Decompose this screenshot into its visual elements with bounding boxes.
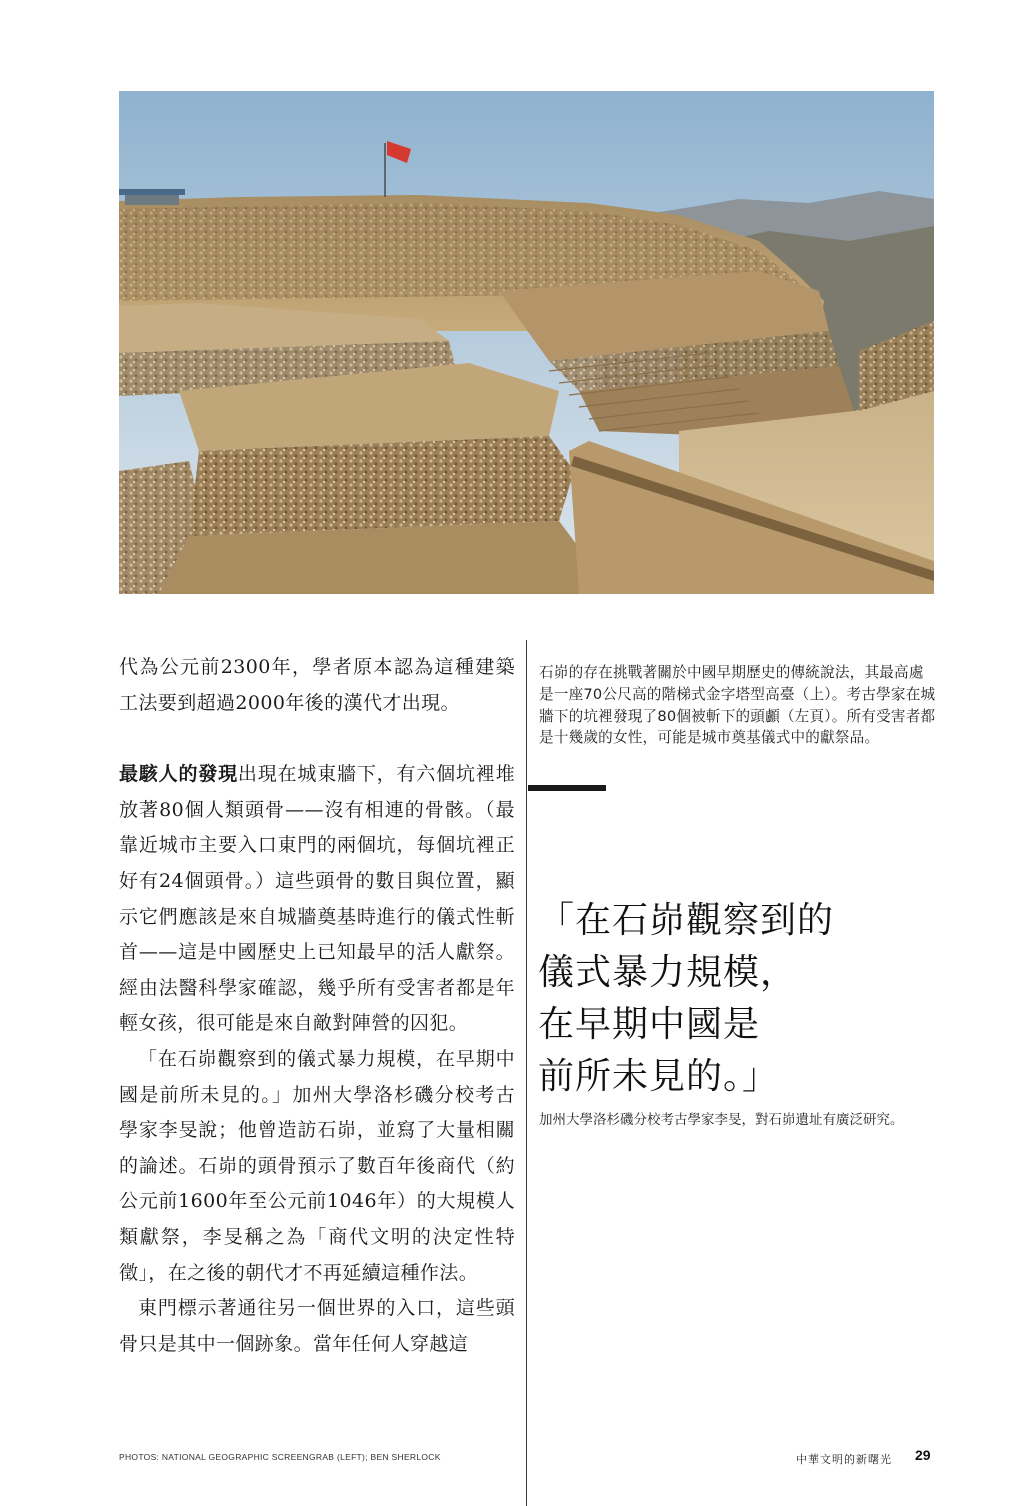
article-paragraph-3: 「在石峁觀察到的儀式暴力規模，在早期中國是前所未見的。」加州大學洛杉磯分校考古學家李旻說；他曾造訪石峁，並寫了大量相關的論述。石峁的頭骨預示了數百年後商代（約公元前1600年至公元前1046年）的大規模人類獻祭，李旻稱之為「商代文明的決定性特徵」，在之後的朝代才不再延續這種作法。 (119, 1047, 515, 1284)
pull-quote-line: 前所未見的。」 (538, 1056, 780, 1097)
page-number: 29 (915, 1447, 931, 1463)
article-body (119, 650, 515, 1362)
photo-credits: PHOTOS: NATIONAL GEOGRAPHIC SCREENGRAB (LEFT); BEN SHERLOCK (119, 1452, 441, 1462)
article-paragraph-1: 代為公元前2300年，學者原本認為這種建築工法要到超過2000年後的漢代才出現。 (119, 656, 515, 714)
running-head: 中華文明的新曙光 (796, 1453, 892, 1466)
pull-quote-line: 儀式暴力規模， (538, 952, 798, 993)
article-paragraph-4: 東門標示著通往另一個世界的入口，這些頭骨只是其中一個跡象。當年任何人穿越這 (119, 1297, 515, 1355)
pull-quote-attribution: 加州大學洛杉磯分校考古學家李旻，對石峁遺址有廣泛研究。 (539, 1112, 904, 1128)
paragraph-gap (119, 721, 515, 757)
pull-quote-line: 「在石峁觀察到的 (538, 900, 835, 941)
pull-quote (538, 895, 933, 1103)
pull-quote-line: 在早期中國是 (538, 1004, 761, 1045)
caption-rule (528, 785, 606, 791)
article-paragraph-2 (119, 757, 515, 1042)
hero-photo (119, 91, 934, 594)
paragraph-lead-in: 最駭人的發現 (119, 763, 238, 786)
paragraph-2-text: 出現在城東牆下，有六個坑裡堆放著80個人類頭骨——沒有相連的骨骸。（最靠近城市主要入口東門的兩個坑，每個坑裡正好有24個頭骨。）這些頭骨的數目與位置，顯示它們應該是來自城牆奠基時進行的儀式性斬首——這是中國歷史上已知最早的活人獻祭。經由法醫科學家確認，幾乎所有受害者都是年輕女孩，很可能是來自敵對陣營的囚犯。 (119, 763, 515, 1035)
pyramid-terrace-photo (119, 91, 934, 594)
photo-caption: 石峁的存在挑戰著關於中國早期歷史的傳統說法，其最高處是一座70公尺高的階梯式金字塔型高臺（上）。考古學家在城牆下的坑裡發現了80個被斬下的頭顱（左頁）。所有受害者都是十幾歲的女性，可能是城市奠基儀式中的獻祭品。 (539, 664, 936, 747)
column-divider (526, 640, 527, 1506)
